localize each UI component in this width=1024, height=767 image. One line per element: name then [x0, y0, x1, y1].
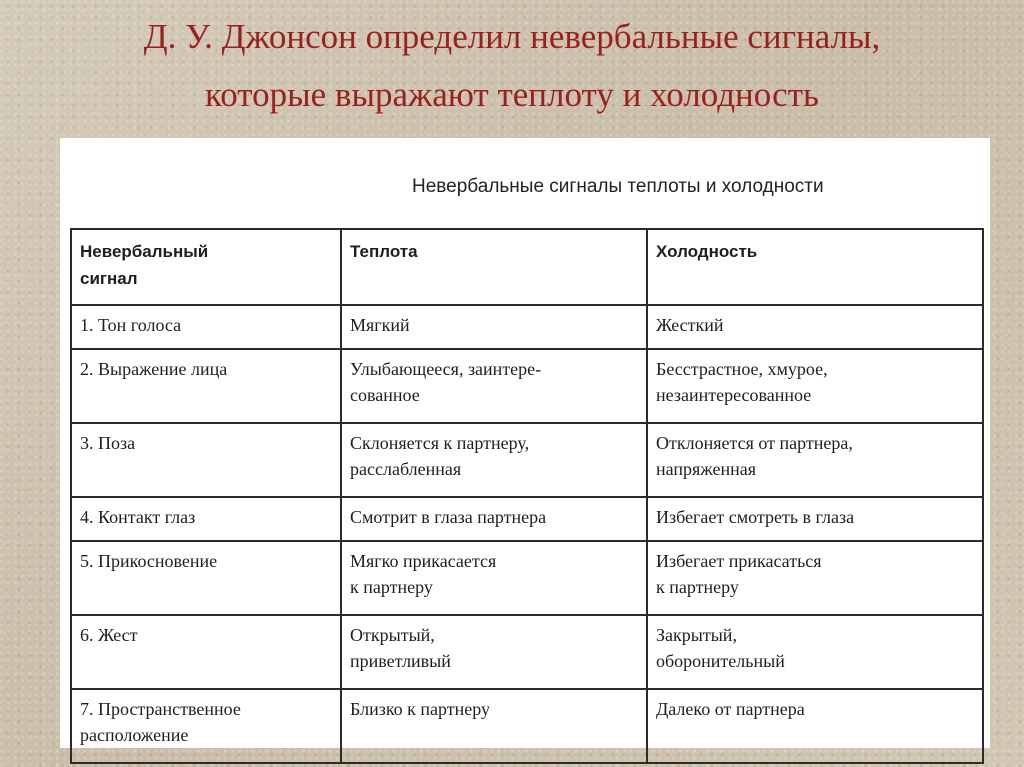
header-signal-line-2: сигнал [80, 269, 138, 288]
cell-line: Далеко от партнера [656, 699, 805, 719]
cell-coldness [647, 689, 983, 763]
cell-line: Близко к партнеру [350, 699, 491, 719]
cell-line: Смотрит в глаза партнера [350, 507, 547, 527]
cell-warmth [341, 689, 647, 763]
cell-line: 5. Прикосновение [80, 551, 218, 571]
cell-line: к партнеру [656, 577, 739, 597]
table-panel [60, 138, 990, 748]
cell-line: 2. Выражение лица [80, 359, 228, 379]
cell-line: Склоняется к партнеру, [350, 433, 530, 453]
cell-line: Улыбающееся, заинтере- [350, 359, 542, 379]
cell-line: Жесткий [656, 315, 724, 335]
cell-warmth [341, 615, 647, 689]
slide-title-line-1: Д. У. Джонсон определил невербальные сигналы, [143, 17, 881, 56]
cell-line: напряженная [656, 459, 757, 479]
cell-line: 1. Тон голоса [80, 315, 182, 335]
cell-line: незаинтересованное [656, 385, 812, 405]
cell-line: сованное [350, 385, 420, 405]
table-row [71, 541, 983, 615]
header-signal-line-1: Невербальный [80, 242, 209, 261]
cell-coldness [647, 497, 983, 541]
cell-warmth [341, 497, 647, 541]
cell-line: Закрытый, [656, 625, 737, 645]
cell-warmth [341, 305, 647, 349]
header-warmth-line-1: Теплота [350, 242, 418, 261]
slide-title [0, 8, 1024, 124]
cell-line: Мягкий [350, 315, 410, 335]
cell-warmth [341, 541, 647, 615]
cell-line: Мягко прикасается [350, 551, 497, 571]
cell-signal [71, 423, 341, 497]
slide-title-line-2: которые выражают теплоту и холодность [205, 75, 819, 114]
cell-coldness [647, 305, 983, 349]
cell-warmth [341, 423, 647, 497]
cell-line: 3. Поза [80, 433, 136, 453]
table-row [71, 689, 983, 763]
cell-line: Открытый, [350, 625, 435, 645]
cell-signal [71, 689, 341, 763]
header-warmth [341, 229, 647, 305]
table-row [71, 497, 983, 541]
cell-coldness [647, 349, 983, 423]
cell-coldness [647, 541, 983, 615]
cell-warmth [341, 349, 647, 423]
cell-line: 7. Пространственное [80, 699, 241, 719]
cell-line: Бесстрастное, хмурое, [656, 359, 828, 379]
cell-line: расслабленная [350, 459, 462, 479]
header-coldness-line-1: Холодность [656, 242, 758, 261]
cell-line: к партнеру [350, 577, 433, 597]
table-row [71, 305, 983, 349]
table-header-row [71, 229, 983, 305]
cell-line: расположение [80, 725, 189, 745]
table-row [71, 615, 983, 689]
cell-signal [71, 541, 341, 615]
cell-line: Избегает смотреть в глаза [656, 507, 855, 527]
header-signal [71, 229, 341, 305]
table-row [71, 423, 983, 497]
cell-signal [71, 349, 341, 423]
cell-line: 4. Контакт глаз [80, 507, 196, 527]
cell-line: оборонительный [656, 651, 785, 671]
cell-coldness [647, 423, 983, 497]
cell-line: Избегает прикасаться [656, 551, 822, 571]
cell-line: 6. Жест [80, 625, 138, 645]
cell-signal [71, 615, 341, 689]
table-caption: Невербальные сигналы теплоты и холодности [412, 176, 824, 197]
signals-table [70, 228, 984, 764]
cell-signal [71, 305, 341, 349]
table-row [71, 349, 983, 423]
header-coldness [647, 229, 983, 305]
cell-line: Отклоняется от партнера, [656, 433, 853, 453]
cell-line: приветливый [350, 651, 451, 671]
cell-signal [71, 497, 341, 541]
cell-coldness [647, 615, 983, 689]
